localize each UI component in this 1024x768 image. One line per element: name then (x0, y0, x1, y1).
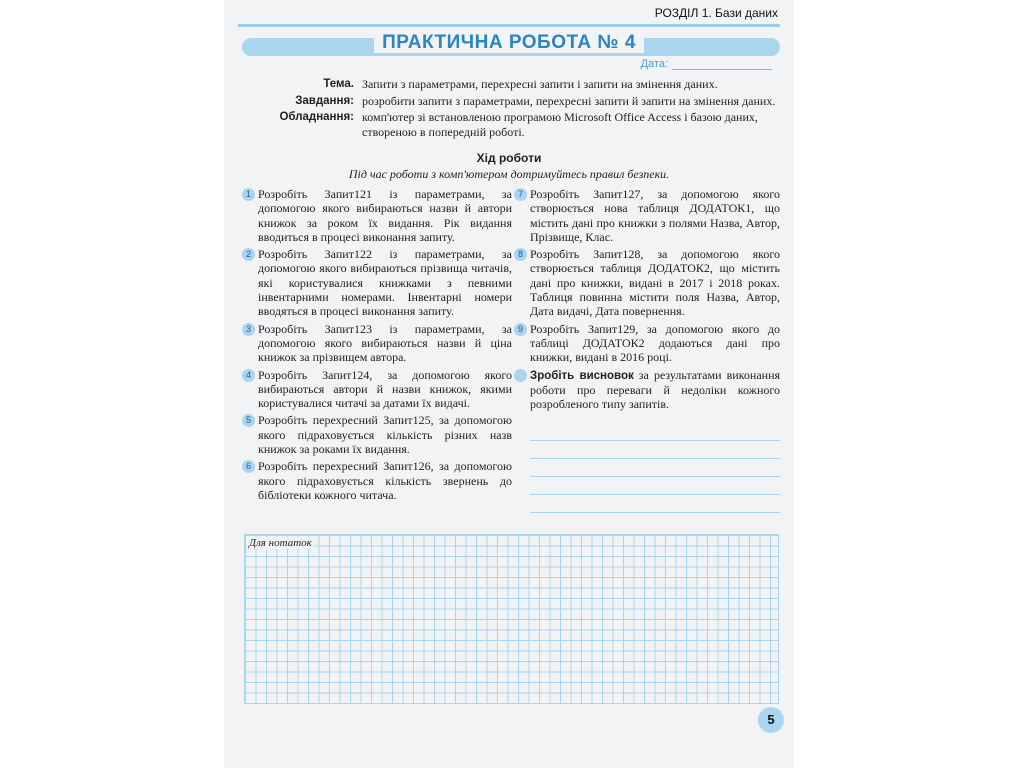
page-number: 5 (758, 707, 784, 733)
task-text: Розробіть перехресний Запит125, за допомогою якого підраховується кількість різних назв книжок за роками їх видання. (258, 413, 512, 457)
section-header: РОЗДІЛ 1. Бази даних (654, 6, 778, 20)
task-text: Розробіть Запит128, за допомогою якого створюється таблиця ДОДАТОК2, що містить дані про книжки, видані в 2017 і 2018 роках. Таблиця повинна містити поля Назва, Автор, Дата видачі, Дата повернення. (530, 247, 780, 319)
task-item (242, 459, 512, 502)
task-text: Розробіть Запит129, за допомогою якого до таблиці ДОДАТОК2 додаються дані про книжки, видані в 2016 році. (530, 321, 780, 365)
task-item (514, 322, 780, 365)
page-title (224, 32, 794, 54)
answer-line[interactable] (530, 441, 780, 459)
answer-lines[interactable] (530, 423, 780, 513)
task-number-badge: 4 (242, 369, 255, 382)
work-meta (238, 77, 778, 141)
header-rule (238, 24, 780, 27)
notes-grid[interactable] (244, 534, 779, 704)
meta-value: розробити запити з параметрами, перехресні запити й запити на змінення даних. (362, 93, 776, 108)
meta-row-equipment (238, 110, 778, 139)
meta-value: комп'ютер зі встановленою програмою Microsoft Office Access і базою даних, створеною в попередній роботі. (362, 110, 758, 139)
meta-row-topic (238, 77, 778, 92)
task-number-badge: 6 (242, 460, 255, 473)
task-text: Розробіть Запит123 із параметрами, за допомогою якого вибираються назви й ціна книжок за прізвищем автора. (258, 321, 512, 365)
task-number-badge: 5 (242, 414, 255, 427)
task-number-badge: 7 (514, 188, 527, 201)
task-item (514, 247, 780, 318)
meta-value: Запити з параметрами, перехресні запити і запити на змінення даних. (362, 77, 718, 91)
meta-row-task (238, 94, 778, 109)
tasks-left-column (242, 187, 512, 505)
task-text: Розробіть Запит122 із параметрами, за допомогою якого вибираються прізвища читачів, які користувалися книжками з певними інвентарними номерами. Інвентарні номери вводяться в процесі виконання запиту. (258, 247, 512, 319)
task-number-badge: 2 (242, 248, 255, 261)
task-text: Розробіть Запит127, за допомогою якого створюється нова таблиця ДОДАТОК1, що містить дані про книжки з полями Назва, Автор, Прізвище, Клас. (530, 187, 780, 244)
answer-line[interactable] (530, 477, 780, 495)
date-field (641, 58, 772, 70)
task-item (242, 368, 512, 411)
task-item (514, 187, 780, 244)
conclusion-bullet (514, 369, 527, 382)
procedure-heading: Хід роботи (476, 151, 542, 165)
answer-line[interactable] (530, 495, 780, 513)
task-item (242, 322, 512, 365)
task-text: Розробіть перехресний Запит126, за допомогою якого підраховується кількість звернень до бібліотеки кожного читача. (258, 459, 512, 502)
task-text: Розробіть Запит121 із параметрами, за допомогою якого вибираються назви й автори книжок за роком їх видання. Рік видання вводиться в процесі виконання запиту. (258, 187, 512, 244)
task-number-badge: 3 (242, 323, 255, 336)
task-number-badge: 1 (242, 188, 255, 201)
workbook-page (224, 0, 794, 768)
conclusion-rest: за результатами виконання роботи про переваги й недоліки кожного розробленого типу запитів. (530, 367, 781, 412)
answer-line[interactable] (530, 459, 780, 477)
task-text: Розробіть Запит124, за допомогою якого вибираються автори й назви книжок, якими користувалися читачі за датами їх видачі. (258, 367, 512, 411)
conclusion-item (514, 368, 780, 412)
meta-key: Обладнання: (279, 111, 354, 123)
task-item (242, 413, 512, 456)
meta-key: Завдання: (295, 94, 354, 107)
safety-note: Під час роботи з комп'ютером дотримуйтесь правил безпеки. (348, 167, 670, 181)
notes-label: Для нотаток (249, 537, 312, 549)
meta-key: Тема. (323, 78, 354, 90)
page-title-text: ПРАКТИЧНА РОБОТА № 4 (374, 32, 644, 53)
date-label: Дата: (640, 58, 668, 70)
task-number-badge: 8 (514, 248, 527, 261)
task-item (242, 187, 512, 244)
task-number-badge: 9 (514, 323, 527, 336)
date-line[interactable] (672, 69, 772, 70)
conclusion-bold: Зробіть висновок (530, 369, 634, 382)
task-item (242, 247, 512, 318)
tasks-right-column (514, 187, 780, 513)
conclusion-text (530, 368, 780, 412)
answer-line[interactable] (530, 423, 780, 441)
